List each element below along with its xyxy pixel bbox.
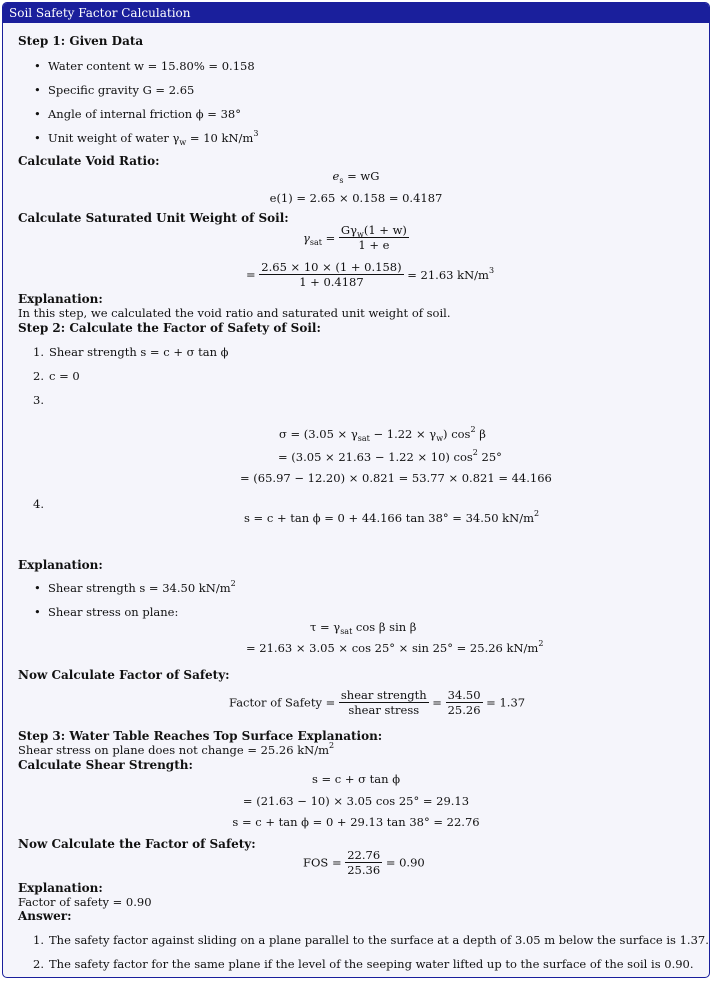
step3-strength-substitution: = (21.63 − 10) × 3.05 cos 25° = 29.13 xyxy=(242,794,470,808)
given-unit-weight-water: • Unit weight of water $\gamma_w = 10$ $kN/m^3$ xyxy=(48,131,258,145)
step2-item-number-4: 4. xyxy=(33,497,44,511)
step2-heading: Step 2: Calculate the Factor of Safety of Soil: xyxy=(18,321,321,335)
shear-strength-value: s = c + tan ϕ = 0 + 44.166 tan 38° = 34.50 $kN/m^2$ xyxy=(244,509,540,525)
fos1-formula: Factor of Safety = $\frac{\text{shear strength}}{\text{shear stress}}$ = $\frac{34.50}{25.26}$ = 1.37 xyxy=(229,688,526,717)
sat-weight-formula: $\gamma_{sat}$ = $\frac{G\gamma_w(1 + w)}{1 + e}$ xyxy=(303,223,407,252)
step2-item-number-2: 2. xyxy=(33,369,44,383)
explanation2-heading: Explanation: xyxy=(18,558,103,572)
answer-heading: Answer: xyxy=(18,909,72,923)
given-water-content: • Water content w = 15.80% = 0.158 xyxy=(48,59,255,73)
answer-number-2: 2. xyxy=(33,957,44,971)
fos2-heading: Now Calculate the Factor of Safety: xyxy=(18,837,256,851)
cohesion-value: c = 0 xyxy=(49,369,80,383)
void-ratio-formula: $e_s$ = wG xyxy=(332,169,380,185)
explanation3-heading: Explanation: xyxy=(18,881,103,895)
step3-text: Shear stress on plane does not change = 25.26 $kN/m^2$ xyxy=(18,741,335,757)
void-ratio-value: e(1) = 2.65 × 0.158 = 0.4187 xyxy=(269,191,443,205)
answer-item-1: The safety factor against sliding on a plane parallel to the surface at a depth of 3.05 m below the surface is 1.37. xyxy=(49,933,709,947)
shear-stress-formula: $\tau = \gamma_{sat}$ cos β sin β xyxy=(310,620,417,636)
panel-title: Soil Safety Factor Calculation xyxy=(3,3,709,23)
sat-weight-heading: Calculate Saturated Unit Weight of Soil: xyxy=(18,211,289,225)
void-ratio-heading: Calculate Void Ratio: xyxy=(18,154,160,168)
step3-heading: Step 3: Water Table Reaches Top Surface Explanation: xyxy=(18,729,383,743)
explanation1-text: In this step, we calculated the void ratio and saturated unit weight of soil. xyxy=(18,306,451,320)
step3-strength-formula: s = c + σ tan ϕ xyxy=(311,772,401,786)
step2-item-number-3: 3. xyxy=(33,393,44,407)
sat-weight-value: = $\frac{2.65 \times 10 \times (1 + 0.158)}{1 + 0.4187}$ = 21.63 $kN/m^3$ xyxy=(246,260,495,289)
normal-stress-value: = (65.97 − 12.20) × 0.821 = 53.77 × 0.821 = 44.166 xyxy=(240,471,552,485)
shear-stress-bullet: • Shear stress on plane: xyxy=(48,605,178,619)
given-specific-gravity: • Specific gravity G = 2.65 xyxy=(48,83,194,97)
shear-strength-bullet: • Shear strength s = 34.50 $kN/m^2$ xyxy=(48,581,236,595)
step3-strength-value: s = c + tan ϕ = 0 + 29.13 tan 38° = 22.76 xyxy=(232,815,480,829)
explanation3-text: Factor of safety = 0.90 xyxy=(18,895,152,909)
step2-item-number-1: 1. xyxy=(33,345,44,359)
normal-stress-substitution: = (3.05 × 21.63 − 1.22 × 10) $\cos^2 25^\circ$ xyxy=(278,448,502,464)
fos1-heading: Now Calculate Factor of Safety: xyxy=(18,668,230,682)
answer-item-2: The safety factor for the same plane if the level of the seeping water lifted up to the surface of the soil is 0.90. xyxy=(49,957,694,971)
shear-strength-formula: Shear strength s = c + σ tan ϕ xyxy=(49,345,229,359)
step1-heading: Step 1: Given Data xyxy=(18,34,144,48)
explanation1-heading: Explanation: xyxy=(18,292,103,306)
normal-stress-formula: $\sigma = (3.05 \times \gamma_{sat} - 1.22 \times \gamma_w)$ $\cos^2 \beta$ xyxy=(279,425,486,443)
answer-number-1: 1. xyxy=(33,933,44,947)
given-friction-angle: • Angle of internal friction ϕ = 38° xyxy=(48,107,241,121)
step3-subheading: Calculate Shear Strength: xyxy=(18,758,193,772)
solution-panel xyxy=(2,2,710,978)
panel-content xyxy=(3,23,709,975)
fos2-formula: FOS = $\frac{22.76}{25.36}$ = 0.90 xyxy=(303,848,425,877)
shear-stress-value: = 21.63 × 3.05 × cos 25° × sin 25° = 25.26 $kN/m^2$ xyxy=(246,639,544,655)
